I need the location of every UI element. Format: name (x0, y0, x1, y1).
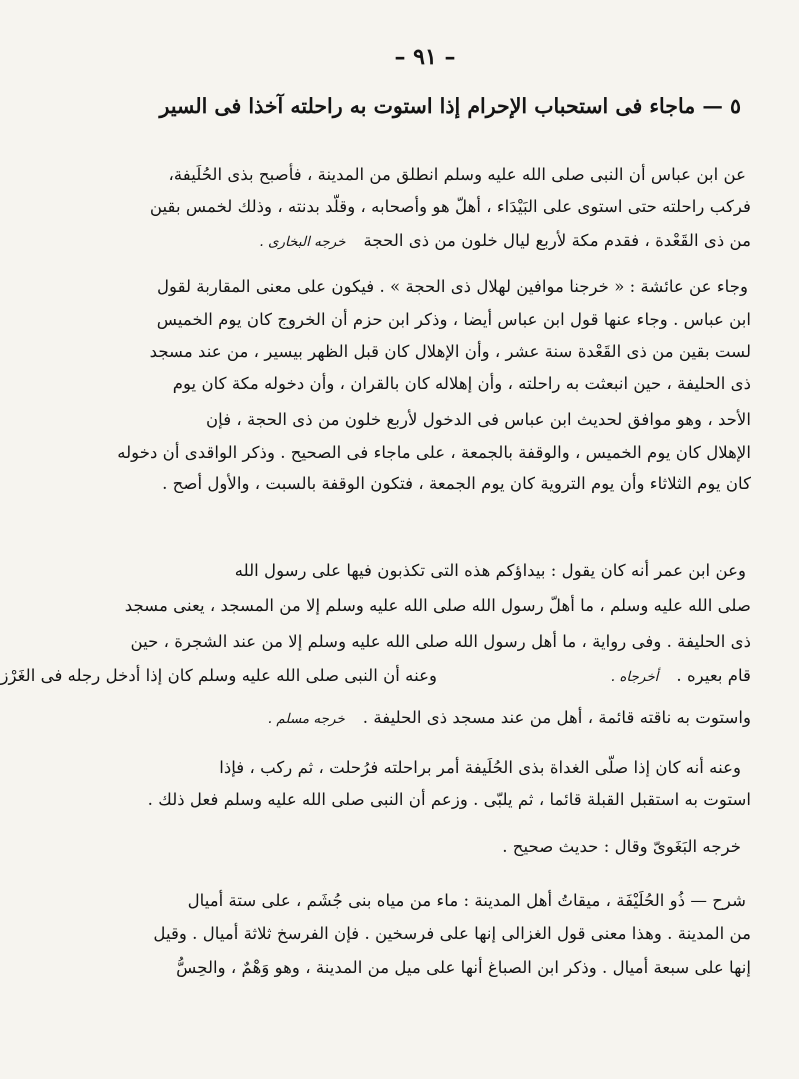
source-note: خرجه البخارى . (259, 234, 346, 250)
text-line: استوت به استقبل القبلة قائما ، ثم يلبّى . وزعم أن النبى صلى الله عليه وسلم فعل ذلك . (147, 790, 751, 809)
text-line: وعن ابن عمر أنه كان يقول : بيداؤكم هذه التى تكذبون فيها على رسول الله (234, 561, 746, 580)
text-line: الإهلال كان يوم الخميس ، والوقفة بالجمعة ، على ماجاء فى الصحيح . وذكر الواقدى أن دخوله (117, 443, 751, 462)
text-line: ابن عباس . وجاء عنها قول ابن عباس أيضا ، وذكر ابن حزم أن الخروج كان يوم الخميس (156, 310, 751, 329)
text-line: وعنه أن النبى صلى الله عليه وسلم كان إذا أدخل رجله فى الغَرْز (0, 666, 437, 685)
source-note: أخرجاه . (610, 669, 659, 685)
text-line: وجاء عن عائشة : « خرجنا موافين لهلال ذى الحجة » . فيكون على معنى المقاربة لقول (156, 277, 748, 296)
source-note: خرجه مسلم . (267, 711, 345, 727)
text-line: فركب راحلته حتى استوى على البَيْدَاء ، أهلّ هو وأصحابه ، وقلّد بدنته ، وذلك لخمس بقين (149, 197, 751, 216)
text-line: شرح — ذُو الحُلَيْفَة ، ميقاتُ أهل المدينة : ماء من مياه بنى جُشَم ، على ستة أميال (187, 891, 746, 910)
text-line: من المدينة . وهذا معنى قول الغزالى إنها على فرسخين . فإن الفرسخ ثلاثة أميال . وقيل (153, 924, 751, 943)
page-number: – ٩١ – (394, 44, 456, 70)
text-line: صلى الله عليه وسلم ، ما أهلّ رسول الله صلى الله عليه وسلم إلا من المسجد ، يعنى مسجد (124, 596, 751, 615)
text-line: لست بقين من ذى القَعْدة سنة عشر ، وأن الإهلال كان قبل الظهر بيسير ، من عند مسجد (149, 342, 751, 361)
text-line: ذى الحليفة ، حين انبعثت به راحلته ، وأن إهلاله كان بالقران ، وأن دخوله مكة كان يوم (172, 374, 751, 393)
text-line: وعنه أنه كان إذا صلّى الغداة بذى الحُلَيفة أمر براحلته فرُحلت ، ثم ركب ، فإذا (219, 758, 741, 777)
text-line: الأحد ، وهو موافق لحديث ابن عباس فى الدخول لأربع خلون من ذى الحجة ، فإن (205, 410, 751, 429)
text-line: من ذى القَعْدة ، فقدم مكة لأربع ليال خلون من ذى الحجةخرجه البخارى . (259, 231, 751, 250)
text-line: إنها على سبعة أميال . وذكر ابن الصباغ أنها على ميل من المدينة ، وهو وَهْمٌ ، والحِسُّ (176, 958, 751, 977)
text-line: واستوت به ناقته قائمة ، أهل من عند مسجد ذى الحليفة .خرجه مسلم . (267, 708, 751, 727)
text-line: خرجه البَغَوىّ وقال : حديث صحيح . (502, 837, 741, 856)
text-line: كان يوم الثلاثاء وأن يوم التروية كان يوم الجمعة ، فتكون الوقفة بالسبت ، والأول أصح . (162, 474, 751, 493)
chapter-heading: ٥ — ماجاء فى استحباب الإحرام إذا استوت به راحلته آخذا فى السير (159, 94, 741, 118)
text-line: عن ابن عباس أن النبى صلى الله عليه وسلم انطلق من المدينة ، فأصبح بذى الحُلَيفة، (168, 165, 746, 184)
text-line: ذى الحليفة . وفى رواية ، ما أهل رسول الله صلى الله عليه وسلم إلا من عند الشجرة ، حين (130, 632, 751, 651)
text-line: قام بعيره .أخرجاه . (610, 666, 751, 685)
